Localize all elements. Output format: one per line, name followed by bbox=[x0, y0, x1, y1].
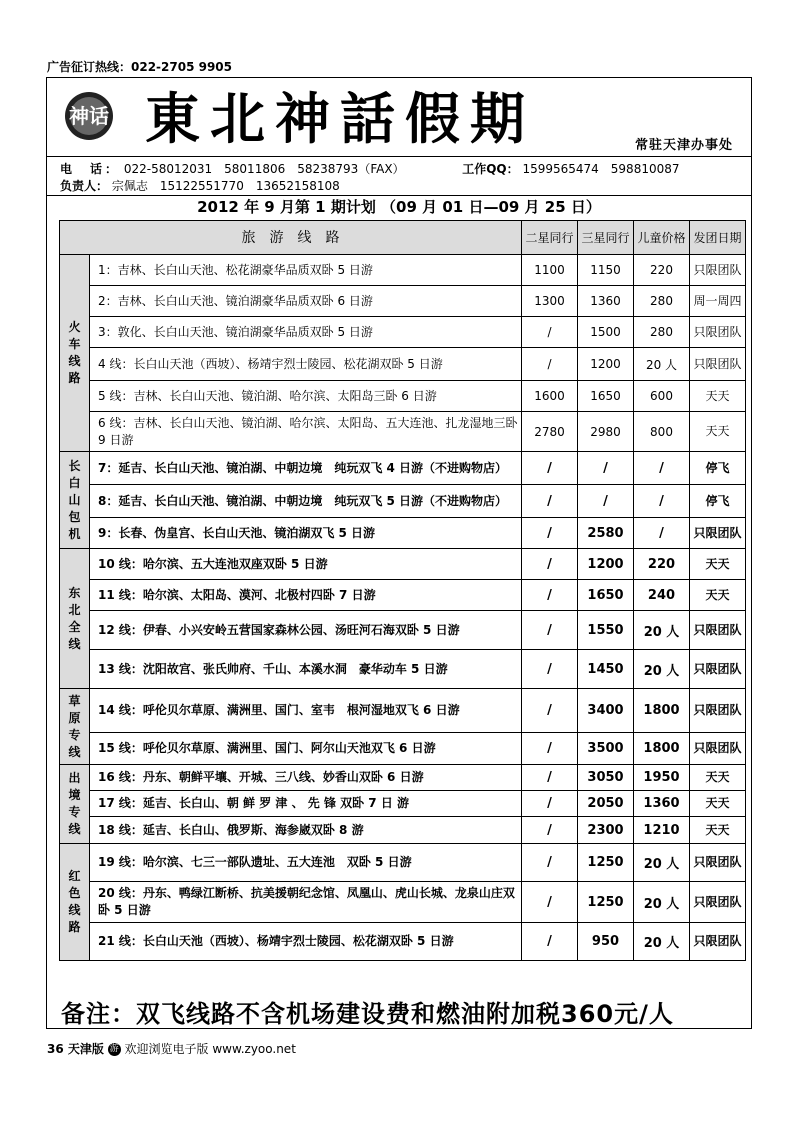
child-price: 20 人 bbox=[634, 650, 690, 689]
footer-badge-icon: 游 bbox=[109, 1044, 119, 1054]
departure-days: 只限团队 bbox=[690, 923, 746, 961]
child-price: / bbox=[634, 452, 690, 485]
route-name: 15 线：呼伦贝尔草原、满洲里、国门、阿尔山天池双飞 6 日游 bbox=[90, 733, 522, 765]
two-star-price: 1300 bbox=[522, 286, 578, 317]
two-star-price: 2780 bbox=[522, 412, 578, 452]
table-row bbox=[60, 689, 746, 733]
route-name: 18 线：延吉、长白山、俄罗斯、海参崴双卧 8 游 bbox=[90, 817, 522, 844]
child-price: 1360 bbox=[634, 791, 690, 817]
route-name: 6 线：吉林、长白山天池、镜泊湖、哈尔滨、太阳岛、五大连池、扎龙湿地三卧 9 日游 bbox=[90, 412, 522, 452]
departure-days: 天天 bbox=[690, 549, 746, 580]
ad-hotline: 广告征订热线：022-2705 9905 bbox=[47, 60, 233, 74]
two-star-price: 1600 bbox=[522, 381, 578, 412]
child-price: / bbox=[634, 485, 690, 518]
table-row bbox=[60, 765, 746, 791]
route-name: 14 线：呼伦贝尔草原、满洲里、国门、室韦 根河湿地双飞 6 日游 bbox=[90, 689, 522, 733]
two-star-price: / bbox=[522, 580, 578, 611]
two-star-price: / bbox=[522, 882, 578, 923]
header-child: 儿童价格 bbox=[634, 221, 690, 255]
table-row bbox=[60, 791, 746, 817]
group-name: 东北全线 bbox=[68, 585, 81, 651]
three-star-price: 2980 bbox=[578, 412, 634, 452]
two-star-price: / bbox=[522, 611, 578, 650]
child-price: 280 bbox=[634, 317, 690, 348]
logo-text: 神话 bbox=[69, 104, 109, 128]
departure-days: 只限团队 bbox=[690, 733, 746, 765]
three-star-price: 1650 bbox=[578, 381, 634, 412]
departure-days: 只限团队 bbox=[690, 882, 746, 923]
brand-title: 東北神話假期 bbox=[145, 86, 536, 151]
departure-days: 只限团队 bbox=[690, 844, 746, 882]
route-name: 11 线：哈尔滨、太阳岛、漠河、北极村四卧 7 日游 bbox=[90, 580, 522, 611]
route-name: 1：吉林、长白山天池、松花湖豪华品质双卧 5 日游 bbox=[90, 255, 522, 286]
route-name: 4 线：长白山天池（西坡）、杨靖宇烈士陵园、松花湖双卧 5 日游 bbox=[90, 348, 522, 381]
route-name: 9：长春、伪皇宫、长白山天池、镜泊湖双飞 5 日游 bbox=[90, 518, 522, 549]
manager-info: 宗佩志 15122551770 13652158108 bbox=[111, 179, 340, 193]
itinerary-frame bbox=[46, 77, 752, 1029]
plan-title: 2012 年 9 月第 1 期计划 （09 月 01 日—09 月 25 日） bbox=[197, 198, 601, 216]
header-two-star: 二星同行 bbox=[522, 221, 578, 255]
child-price: 1210 bbox=[634, 817, 690, 844]
departure-days: 周一周四 bbox=[690, 286, 746, 317]
header-route: 旅 游 线 路 bbox=[60, 221, 522, 255]
note: 备注：双飞线路不含机场建设费和燃油附加税360元/人 bbox=[61, 1000, 674, 1028]
table-row bbox=[60, 381, 746, 412]
two-star-price: / bbox=[522, 650, 578, 689]
departure-days: 停飞 bbox=[690, 485, 746, 518]
routes-table bbox=[59, 220, 746, 961]
table-row bbox=[60, 485, 746, 518]
departure-days: 天天 bbox=[690, 791, 746, 817]
table-row bbox=[60, 733, 746, 765]
table-row bbox=[60, 882, 746, 923]
group-label bbox=[60, 549, 90, 689]
group-label bbox=[60, 255, 90, 452]
three-star-price: 2580 bbox=[578, 518, 634, 549]
child-price: 1800 bbox=[634, 733, 690, 765]
two-star-price: / bbox=[522, 549, 578, 580]
child-price: 20 人 bbox=[634, 611, 690, 650]
departure-days: 只限团队 bbox=[690, 689, 746, 733]
phone-numbers: 022-58012031 58011806 58238793（FAX） bbox=[123, 162, 405, 176]
three-star-price: 1360 bbox=[578, 286, 634, 317]
table-row bbox=[60, 286, 746, 317]
two-star-price: / bbox=[522, 923, 578, 961]
group-label bbox=[60, 844, 90, 961]
two-star-price: / bbox=[522, 765, 578, 791]
table-row bbox=[60, 844, 746, 882]
departure-days: 只限团队 bbox=[690, 255, 746, 286]
page-footer bbox=[47, 1040, 296, 1057]
two-star-price: / bbox=[522, 452, 578, 485]
route-name: 13 线：沈阳故宫、张氏帅府、千山、本溪水洞 豪华动车 5 日游 bbox=[90, 650, 522, 689]
child-price: 220 bbox=[634, 255, 690, 286]
group-name: 长白山包机 bbox=[68, 458, 81, 541]
two-star-price: / bbox=[522, 518, 578, 549]
route-name: 7：延吉、长白山天池、镜泊湖、中朝边境 纯玩双飞 4 日游（不进购物店） bbox=[90, 452, 522, 485]
table-row bbox=[60, 817, 746, 844]
route-name: 5 线：吉林、长白山天池、镜泊湖、哈尔滨、太阳岛三卧 6 日游 bbox=[90, 381, 522, 412]
three-star-price: 2050 bbox=[578, 791, 634, 817]
child-price: 220 bbox=[634, 549, 690, 580]
manager-row bbox=[60, 177, 340, 194]
table-row bbox=[60, 452, 746, 485]
table-header bbox=[60, 221, 746, 255]
child-price: 280 bbox=[634, 286, 690, 317]
three-star-price: 3400 bbox=[578, 689, 634, 733]
qq-numbers: 1599565474 598810087 bbox=[522, 162, 680, 176]
child-price: 20 人 bbox=[634, 348, 690, 381]
departure-days: 只限团队 bbox=[690, 518, 746, 549]
two-star-price: / bbox=[522, 689, 578, 733]
route-name: 3：敦化、长白山天池、镜泊湖豪华品质双卧 5 日游 bbox=[90, 317, 522, 348]
departure-days: 天天 bbox=[690, 412, 746, 452]
child-price: 1800 bbox=[634, 689, 690, 733]
route-name: 10 线：哈尔滨、五大连池双座双卧 5 日游 bbox=[90, 549, 522, 580]
child-price: 1950 bbox=[634, 765, 690, 791]
three-star-price: 3500 bbox=[578, 733, 634, 765]
three-star-price: 1200 bbox=[578, 549, 634, 580]
two-star-price: / bbox=[522, 844, 578, 882]
two-star-price: 1100 bbox=[522, 255, 578, 286]
group-name: 出境专线 bbox=[68, 771, 81, 836]
header-departure: 发团日期 bbox=[690, 221, 746, 255]
departure-days: 天天 bbox=[690, 580, 746, 611]
manager-label: 负责人： bbox=[60, 179, 109, 193]
child-price: 20 人 bbox=[634, 882, 690, 923]
three-star-price: 2300 bbox=[578, 817, 634, 844]
brand-header bbox=[47, 78, 751, 158]
route-name: 19 线：哈尔滨、七三一部队遗址、五大连池 双卧 5 日游 bbox=[90, 844, 522, 882]
child-price: 240 bbox=[634, 580, 690, 611]
child-price: 600 bbox=[634, 381, 690, 412]
child-price: / bbox=[634, 518, 690, 549]
footer-page: 36 天津版 bbox=[47, 1042, 104, 1056]
table-row bbox=[60, 518, 746, 549]
header-three-star: 三星同行 bbox=[578, 221, 634, 255]
table-row bbox=[60, 255, 746, 286]
contact-info bbox=[47, 156, 751, 196]
departure-days: 只限团队 bbox=[690, 317, 746, 348]
three-star-price: 1250 bbox=[578, 882, 634, 923]
route-name: 21 线：长白山天池（西坡）、杨靖宇烈士陵园、松花湖双卧 5 日游 bbox=[90, 923, 522, 961]
phone-label: 电 话： bbox=[60, 162, 121, 176]
three-star-price: 1650 bbox=[578, 580, 634, 611]
three-star-price: 1150 bbox=[578, 255, 634, 286]
group-name: 红色线路 bbox=[68, 869, 81, 934]
route-name: 16 线：丹东、朝鲜平壤、开城、三八线、妙香山双卧 6 日游 bbox=[90, 765, 522, 791]
group-name: 火车线路 bbox=[68, 320, 81, 385]
three-star-price: 1550 bbox=[578, 611, 634, 650]
three-star-price: 1250 bbox=[578, 844, 634, 882]
child-price: 800 bbox=[634, 412, 690, 452]
group-label bbox=[60, 452, 90, 549]
two-star-price: / bbox=[522, 733, 578, 765]
table-row bbox=[60, 549, 746, 580]
phone-row bbox=[60, 160, 680, 177]
three-star-price: / bbox=[578, 452, 634, 485]
table-row bbox=[60, 412, 746, 452]
departure-days: 天天 bbox=[690, 381, 746, 412]
two-star-price: / bbox=[522, 791, 578, 817]
table-row bbox=[60, 923, 746, 961]
office-label: 常驻天津办事处 bbox=[634, 138, 733, 153]
brand-logo bbox=[63, 90, 115, 142]
route-name: 17 线：延吉、长白山、朝 鲜 罗 津 、 先 锋 双卧 7 日 游 bbox=[90, 791, 522, 817]
two-star-price: / bbox=[522, 317, 578, 348]
departure-days: 停飞 bbox=[690, 452, 746, 485]
departure-days: 天天 bbox=[690, 817, 746, 844]
child-price: 20 人 bbox=[634, 923, 690, 961]
three-star-price: 1450 bbox=[578, 650, 634, 689]
table-row bbox=[60, 611, 746, 650]
route-name: 20 线：丹东、鸭绿江断桥、抗美援朝纪念馆、凤凰山、虎山长城、龙泉山庄双卧 5 日游 bbox=[90, 882, 522, 923]
two-star-price: / bbox=[522, 348, 578, 381]
route-name: 12 线：伊春、小兴安岭五营国家森林公园、汤旺河石海双卧 5 日游 bbox=[90, 611, 522, 650]
three-star-price: 1200 bbox=[578, 348, 634, 381]
table-row bbox=[60, 580, 746, 611]
three-star-price: 950 bbox=[578, 923, 634, 961]
two-star-price: / bbox=[522, 485, 578, 518]
route-name: 8：延吉、长白山天池、镜泊湖、中朝边境 纯玩双飞 5 日游（不进购物店） bbox=[90, 485, 522, 518]
group-label bbox=[60, 765, 90, 844]
departure-days: 只限团队 bbox=[690, 348, 746, 381]
group-label bbox=[60, 689, 90, 765]
table-row bbox=[60, 650, 746, 689]
child-price: 20 人 bbox=[634, 844, 690, 882]
table-row bbox=[60, 317, 746, 348]
footer-text: 欢迎浏览电子版 www.zyoo.net bbox=[124, 1042, 296, 1056]
two-star-price: / bbox=[522, 817, 578, 844]
group-name: 草原专线 bbox=[68, 693, 81, 759]
three-star-price: 3050 bbox=[578, 765, 634, 791]
qq-label: 工作QQ： bbox=[462, 162, 519, 176]
departure-days: 只限团队 bbox=[690, 611, 746, 650]
departure-days: 只限团队 bbox=[690, 650, 746, 689]
three-star-price: / bbox=[578, 485, 634, 518]
departure-days: 天天 bbox=[690, 765, 746, 791]
three-star-price: 1500 bbox=[578, 317, 634, 348]
table-row bbox=[60, 348, 746, 381]
route-name: 2：吉林、长白山天池、镜泊湖豪华品质双卧 6 日游 bbox=[90, 286, 522, 317]
